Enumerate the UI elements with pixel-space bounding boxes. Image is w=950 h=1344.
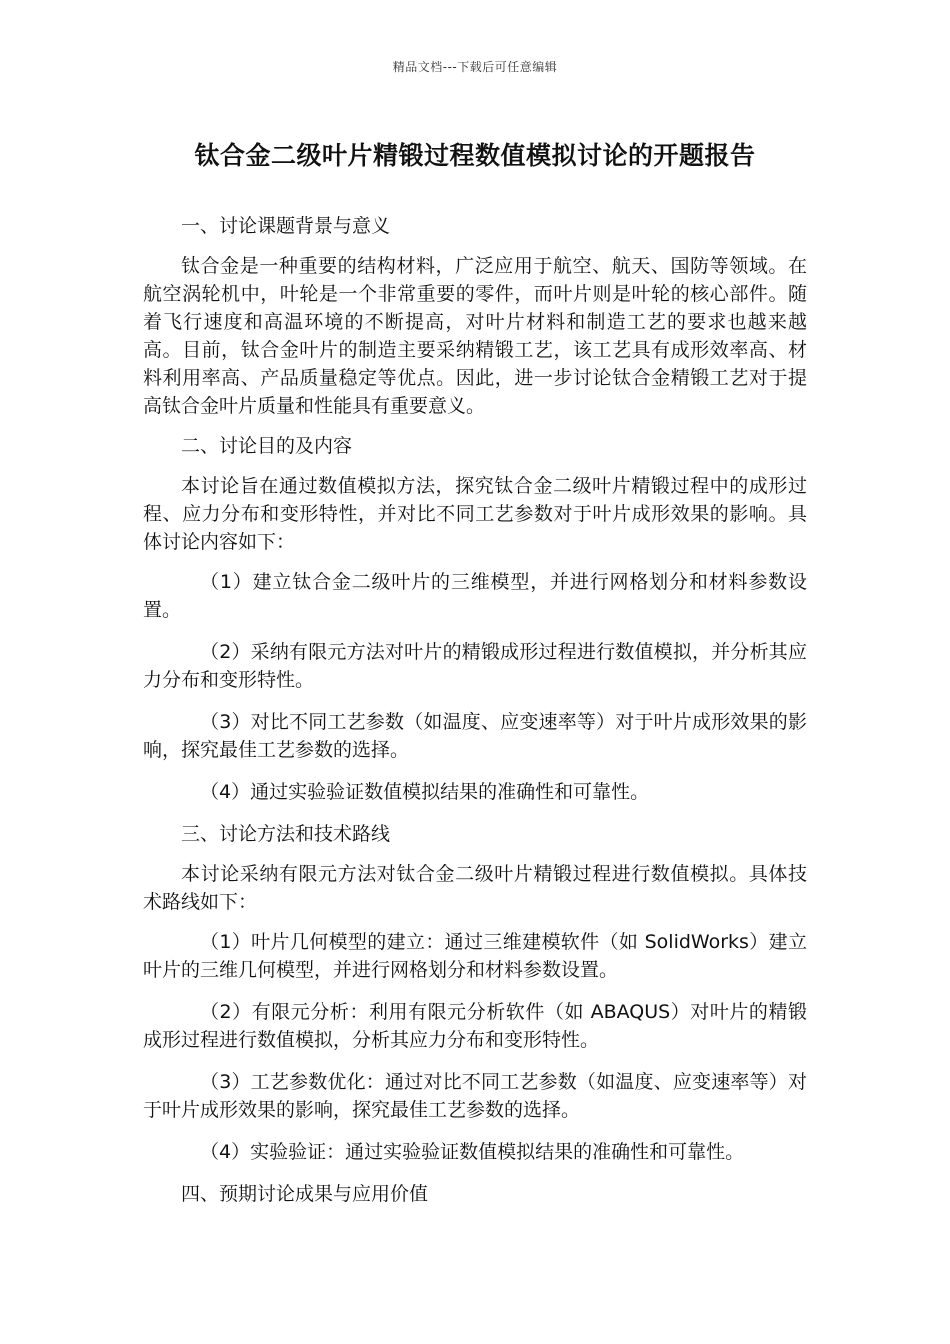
list-item-purpose-4: （4）通过实验验证数值模拟结果的准确性和可靠性。 bbox=[200, 781, 650, 803]
list-item-purpose-3: （3）对比不同工艺参数（如温度、应变速率等）对于叶片成形效果的影响，探究最佳工艺参数的选择。 bbox=[143, 711, 807, 761]
list-item-method-1: （1）叶片几何模型的建立：通过三维建模软件（如 SolidWorks）建立叶片的三维几何模型，并进行网格划分和材料参数设置。 bbox=[143, 931, 807, 981]
section-heading-purpose: 二、讨论目的及内容 bbox=[181, 435, 353, 457]
list-item-method-3: （3）工艺参数优化：通过对比不同工艺参数（如温度、应变速率等）对于叶片成形效果的影响，探究最佳工艺参数的选择。 bbox=[143, 1071, 807, 1121]
list-item-method-2: （2）有限元分析：利用有限元分析软件（如 ABAQUS）对叶片的精锻成形过程进行数值模拟，分析其应力分布和变形特性。 bbox=[143, 1001, 807, 1051]
section-heading-method: 三、讨论方法和技术路线 bbox=[181, 823, 391, 845]
section-heading-background: 一、讨论课题背景与意义 bbox=[181, 215, 391, 237]
paragraph-method: 本讨论采纳有限元方法对钛合金二级叶片精锻过程进行数值模拟。具体技术路线如下： bbox=[143, 863, 807, 913]
document-title: 钛合金二级叶片精锻过程数值模拟讨论的开题报告 bbox=[194, 141, 756, 170]
paragraph-background: 钛合金是一种重要的结构材料，广泛应用于航空、航天、国防等领域。在航空涡轮机中，叶轮是一个非常重要的零件，而叶片则是叶轮的核心部件。随着飞行速度和高温环境的不断提高，对叶片材料和制造工艺的要求也越来越高。目前，钛合金叶片的制造主要采纳精锻工艺，该工艺具有成形效率高、材料利用率高、产品质量稳定等优点。因此，进一步讨论钛合金精锻工艺对于提高钛合金叶片质量和性能具有重要意义。 bbox=[143, 255, 807, 417]
list-item-method-4: （4）实验验证：通过实验验证数值模拟结果的准确性和可靠性。 bbox=[200, 1141, 745, 1163]
document-body bbox=[143, 212, 807, 1220]
list-item-purpose-2: （2）采纳有限元方法对叶片的精锻成形过程进行数值模拟，并分析其应力分布和变形特性。 bbox=[143, 641, 807, 691]
section-heading-results: 四、预期讨论成果与应用价值 bbox=[181, 1183, 429, 1205]
paragraph-purpose: 本讨论旨在通过数值模拟方法，探究钛合金二级叶片精锻过程中的成形过程、应力分布和变形特性，并对比不同工艺参数对于叶片成形效果的影响。具体讨论内容如下： bbox=[143, 475, 807, 553]
list-item-purpose-1: （1）建立钛合金二级叶片的三维模型，并进行网格划分和材料参数设置。 bbox=[143, 571, 807, 621]
header-note: 精品文档---下载后可任意编辑 bbox=[392, 60, 558, 74]
